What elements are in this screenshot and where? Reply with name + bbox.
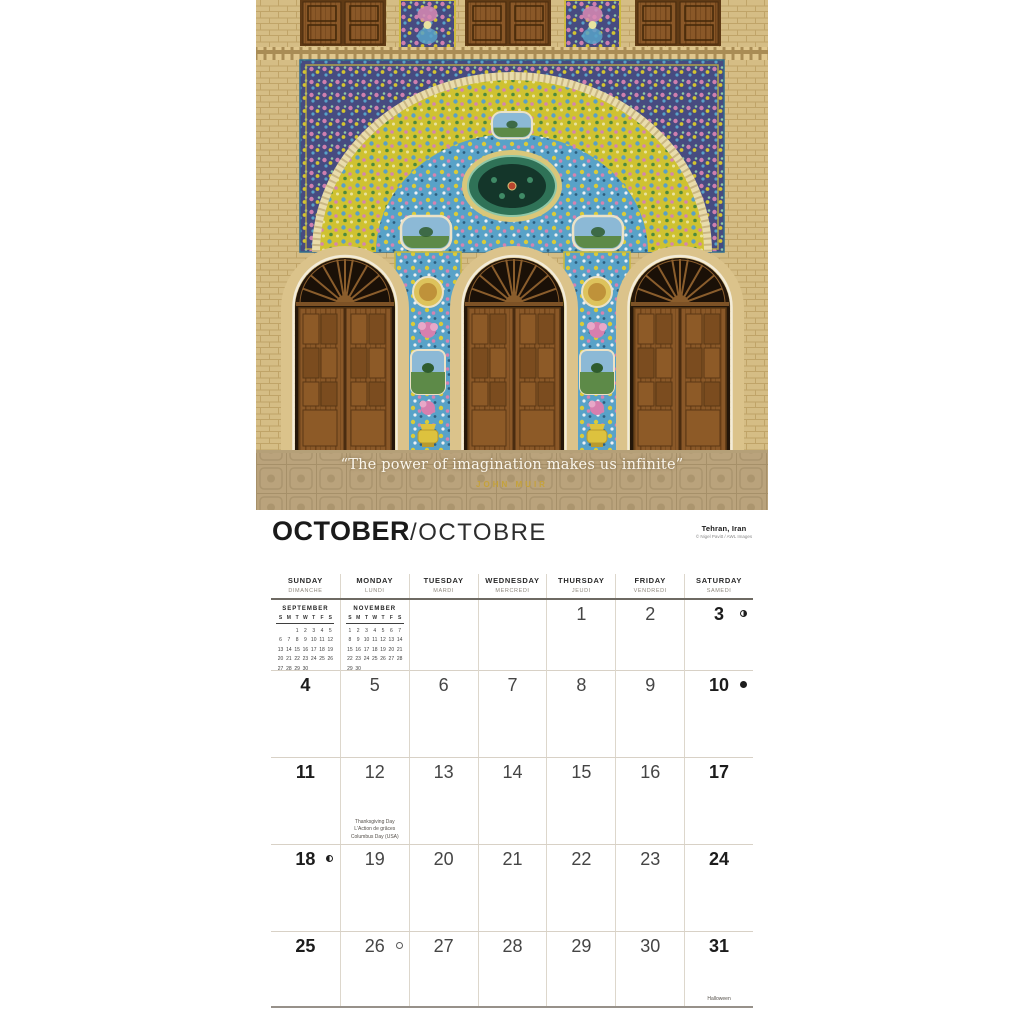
mini-date: 2 — [304, 627, 307, 634]
mini-date: 7 — [398, 627, 401, 634]
new-moon-icon — [740, 681, 747, 688]
mini-date: 28 — [396, 656, 403, 663]
mini-day-letter: T — [381, 615, 385, 621]
date-number: 5 — [369, 675, 380, 695]
date-number: 20 — [433, 849, 454, 869]
mini-calendar-rule — [346, 623, 404, 625]
calendar-cell-14 — [478, 758, 547, 844]
calendar-cell-9 — [615, 671, 684, 757]
date-number: 29 — [571, 936, 592, 956]
mini-date: 4 — [373, 627, 377, 634]
mini-date: 25 — [371, 656, 378, 663]
mini-date: 17 — [363, 646, 370, 653]
photo-credit: © Nigel Pavitt / AWL Images — [695, 534, 753, 539]
day-name-en: MONDAY — [356, 576, 394, 585]
day-name-fr: MARDI — [433, 588, 454, 594]
calendar-week-row — [271, 758, 753, 845]
mini-date: 20 — [388, 646, 395, 653]
date-number: 8 — [576, 675, 587, 695]
mini-date: 8 — [348, 637, 352, 644]
day-header-sunday — [271, 574, 340, 598]
calendar-cell-21 — [478, 845, 547, 931]
mini-day-letter: M — [356, 615, 361, 621]
mini-calendar-september — [276, 606, 334, 672]
mini-date: 2 — [356, 627, 360, 634]
date-number: 18 — [295, 849, 316, 869]
calendar-cell-6 — [409, 671, 478, 757]
date-number: 22 — [571, 849, 592, 869]
calendar-grid — [271, 600, 753, 1008]
day-name-fr: MERCREDI — [495, 588, 530, 594]
full-moon-icon — [396, 942, 403, 949]
mini-day-letter: T — [312, 615, 316, 621]
day-name-en: WEDNESDAY — [485, 576, 540, 585]
mini-date: 24 — [310, 656, 317, 663]
date-number: 3 — [714, 604, 725, 624]
holiday-note: Thanksgiving Day — [354, 818, 395, 825]
holiday-note: Halloween — [707, 995, 731, 1002]
mini-date: 23 — [355, 656, 361, 663]
mini-day-letter: S — [397, 615, 402, 621]
day-name-en: SUNDAY — [287, 576, 324, 585]
mini-date: 18 — [371, 646, 378, 653]
mini-week-row — [276, 628, 334, 634]
mini-date: 30 — [355, 665, 361, 672]
date-number: 24 — [709, 849, 730, 869]
mini-date: 16 — [302, 646, 309, 653]
mini-day-letter: W — [303, 615, 308, 621]
date-number: 26 — [364, 936, 385, 956]
mini-date: 21 — [396, 646, 403, 653]
calendar-cell-20 — [409, 845, 478, 931]
mini-date: 13 — [388, 637, 395, 644]
calendar-cell-24 — [684, 845, 753, 931]
mini-day-letter: F — [389, 615, 393, 621]
day-name-fr: VENDREDI — [633, 588, 667, 594]
calendar-cell-5 — [340, 671, 409, 757]
holiday-note: Columbus Day (USA) — [350, 833, 399, 840]
mini-calendar-november — [346, 606, 404, 672]
mini-calendar-title: NOVEMBER — [353, 606, 397, 612]
mini-day-letter: S — [278, 615, 283, 621]
day-header-monday — [340, 574, 409, 598]
day-header-tuesday — [409, 574, 478, 598]
mini-date: 15 — [294, 646, 300, 653]
calendar-cell-10 — [684, 671, 753, 757]
holiday-notes — [685, 996, 753, 1004]
calendar-cell-19 — [340, 845, 409, 931]
mini-date — [276, 628, 284, 634]
mini-week-row — [346, 656, 404, 662]
calendar-week-row — [271, 845, 753, 932]
calendar-cell-3 — [684, 600, 753, 672]
date-number: 11 — [295, 762, 315, 782]
mini-date — [285, 628, 293, 634]
date-number: 15 — [571, 762, 592, 782]
date-number: 12 — [364, 762, 385, 782]
day-header-wednesday — [478, 574, 547, 598]
day-name-en: THURSDAY — [558, 576, 605, 585]
calendar-cell-23 — [615, 845, 684, 931]
mini-date: 14 — [396, 637, 403, 644]
mini-week-row — [346, 628, 404, 634]
calendar-cell-empty — [271, 600, 340, 672]
calendar-cell-31 — [684, 932, 753, 1006]
mini-date: 10 — [310, 637, 317, 644]
date-number: 28 — [502, 936, 523, 956]
mini-day-letter: T — [295, 615, 299, 621]
mini-date: 14 — [286, 646, 292, 653]
mini-date: 19 — [380, 646, 386, 653]
holiday-notes — [341, 819, 409, 842]
mini-date: 29 — [347, 665, 353, 672]
day-header-friday — [615, 574, 684, 598]
mini-date: 22 — [347, 656, 353, 663]
mini-week-row — [276, 637, 334, 643]
mini-day-letter: M — [286, 615, 291, 621]
photo-caption — [680, 524, 768, 539]
date-number: 6 — [438, 675, 449, 695]
day-name-fr: LUNDI — [365, 588, 385, 594]
mini-date: 12 — [327, 637, 334, 644]
day-name-fr: JEUDI — [571, 588, 591, 594]
day-header-saturday — [684, 574, 753, 598]
mini-date: 1 — [295, 627, 299, 634]
mini-date: 10 — [363, 637, 370, 644]
mini-week-row — [346, 647, 404, 653]
mini-day-letters — [276, 615, 334, 621]
calendar-cell-11 — [271, 758, 340, 844]
month-title-french: OCTOBRE — [418, 519, 547, 546]
calendar-cell-17 — [684, 758, 753, 844]
date-number: 19 — [364, 849, 385, 869]
calendar-cell-empty — [478, 600, 547, 672]
date-number: 17 — [709, 762, 730, 782]
calendar-cell-7 — [478, 671, 547, 757]
calendar-cell-28 — [478, 932, 547, 1006]
last-quarter-moon-icon — [740, 610, 747, 617]
day-name-fr: SAMEDI — [706, 588, 732, 594]
mini-date: 3 — [312, 627, 316, 634]
calendar — [271, 574, 753, 1008]
mini-date: 26 — [327, 656, 334, 663]
mini-date: 9 — [304, 637, 307, 644]
facade-photo-illustration — [256, 0, 768, 510]
month-title — [272, 516, 547, 547]
mini-week-row — [276, 647, 334, 653]
calendar-cell-29 — [546, 932, 615, 1006]
calendar-cell-18 — [271, 845, 340, 931]
mini-day-letter: W — [372, 615, 378, 621]
mini-date: 26 — [380, 656, 386, 663]
day-name-en: FRIDAY — [634, 576, 666, 585]
mini-day-letters — [346, 615, 404, 621]
mini-date: 3 — [365, 627, 368, 634]
mini-day-letter: F — [320, 615, 324, 621]
mini-date: 15 — [347, 646, 353, 653]
date-number: 2 — [645, 604, 656, 624]
mini-date: 4 — [320, 627, 324, 634]
calendar-cell-2 — [615, 600, 684, 672]
date-number: 30 — [640, 936, 661, 956]
calendar-cell-1 — [546, 600, 615, 672]
calendar-cell-13 — [409, 758, 478, 844]
calendar-cell-26 — [340, 932, 409, 1006]
date-number: 23 — [640, 849, 661, 869]
mini-date: 8 — [295, 637, 299, 644]
calendar-cell-22 — [546, 845, 615, 931]
mini-date: 27 — [277, 665, 284, 672]
calendar-week-row — [271, 600, 753, 671]
calendar-week-row — [271, 932, 753, 1008]
day-header-row — [271, 574, 753, 598]
mini-date: 5 — [381, 627, 385, 634]
mini-date: 6 — [279, 637, 282, 644]
mini-week-row — [346, 637, 404, 643]
date-number: 14 — [502, 762, 523, 782]
date-number: 25 — [295, 936, 316, 956]
mini-date: 27 — [388, 656, 395, 663]
mini-day-letter: T — [364, 615, 368, 621]
mini-date: 6 — [389, 627, 393, 634]
date-number: 10 — [709, 675, 730, 695]
mini-date: 28 — [286, 665, 292, 672]
mini-date: 11 — [372, 637, 378, 644]
calendar-week-row — [271, 671, 753, 758]
date-number: 31 — [709, 936, 730, 956]
date-number: 27 — [433, 936, 454, 956]
mini-date: 24 — [363, 656, 370, 663]
day-name-en: TUESDAY — [423, 576, 464, 585]
date-number: 21 — [502, 849, 523, 869]
mini-date: 20 — [277, 656, 284, 663]
mini-day-letter: S — [328, 615, 332, 621]
calendar-cell-empty — [340, 600, 409, 672]
month-title-english: OCTOBER — [272, 516, 411, 546]
mini-date: 9 — [356, 637, 360, 644]
quote-block — [256, 457, 768, 489]
date-number: 1 — [576, 604, 587, 624]
day-name-fr: DIMANCHE — [288, 588, 323, 594]
mini-date: 16 — [355, 646, 361, 653]
mini-calendar-title: SEPTEMBER — [282, 606, 329, 612]
day-name-en: SATURDAY — [696, 576, 743, 585]
calendar-cell-25 — [271, 932, 340, 1006]
mini-date: 25 — [319, 656, 325, 663]
mini-date: 22 — [294, 656, 300, 663]
mini-date: 23 — [302, 656, 309, 663]
calendar-cell-8 — [546, 671, 615, 757]
calendar-cell-30 — [615, 932, 684, 1006]
photo-location: Tehran, Iran — [701, 524, 747, 533]
date-number: 7 — [507, 675, 518, 695]
mini-week-row — [276, 656, 334, 662]
mini-date: 13 — [277, 646, 284, 653]
mini-date: 5 — [328, 627, 332, 634]
calendar-cell-12 — [340, 758, 409, 844]
quote-text: “The power of imagination makes us infinite” — [340, 457, 684, 473]
mini-date: 29 — [294, 665, 300, 672]
mini-calendar-rule — [276, 623, 334, 625]
date-number: 16 — [640, 762, 661, 782]
calendar-cell-27 — [409, 932, 478, 1006]
mini-date: 7 — [287, 637, 291, 644]
mini-date: 12 — [380, 637, 386, 644]
calendar-cell-16 — [615, 758, 684, 844]
mini-date: 17 — [310, 646, 317, 653]
mini-date: 11 — [319, 637, 325, 644]
mini-day-letter: S — [348, 615, 352, 621]
calendar-cell-15 — [546, 758, 615, 844]
mini-date: 1 — [348, 627, 352, 634]
mini-date: 30 — [302, 665, 309, 672]
mini-date: 18 — [319, 646, 325, 653]
quote-attribution: JOHN MUIR — [476, 480, 548, 489]
calendar-cell-empty — [409, 600, 478, 672]
date-number: 13 — [433, 762, 454, 782]
month-title-divider: / — [410, 519, 419, 546]
calendar-cell-4 — [271, 671, 340, 757]
date-number: 4 — [300, 675, 311, 695]
date-number: 9 — [645, 675, 656, 695]
facade-photo — [256, 0, 768, 510]
day-header-thursday — [546, 574, 615, 598]
mini-date: 19 — [327, 646, 334, 653]
mini-date: 21 — [286, 656, 292, 663]
holiday-note: L'Action de grâces — [354, 826, 396, 832]
